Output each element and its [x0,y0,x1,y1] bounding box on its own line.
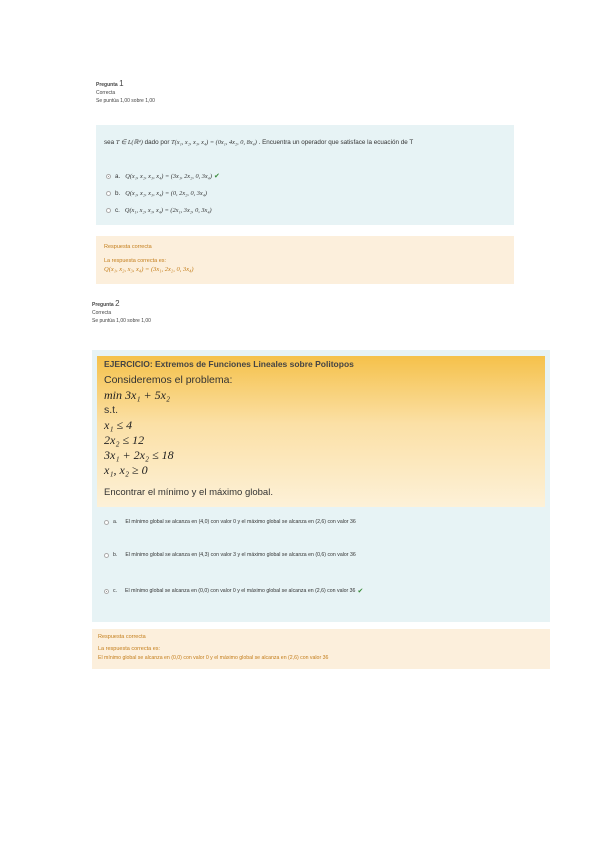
radio-button[interactable] [104,520,109,525]
check-icon: ✔ [213,173,220,180]
feedback-answer: El mínimo global se alcanza en (0,0) con valor 0 y el máximo global se alcanza en (2,6) con valor 36 [98,655,329,661]
question-status: Correcta [92,310,112,316]
option-c[interactable] [104,587,363,595]
constraint-4: x₁, x₂ ≥ 0 [104,463,148,477]
option-text: El mínimo global se alcanza en (0,0) con valor 0 y el máximo global se alcanza en (2,6) con valor 36 [125,588,356,594]
option-a[interactable] [104,519,356,525]
option-text: Q(x₁, x₂, x₃, x₄) = (3x₁, 2x₂, 0, 3x₄) [125,172,212,180]
option-letter: c. [113,588,118,594]
option-letter: b. [113,552,118,558]
objective [104,388,170,403]
option-text: El mínimo global se alcanza en (4,3) con valor 3 y el máximo global se alcanza en (0,6) con valor 36 [125,552,356,558]
option-b[interactable] [106,190,207,197]
question-1-info [96,80,155,105]
check-icon: ✔ [357,588,364,595]
option-a[interactable] [106,172,220,180]
question-2-info [92,300,151,325]
question-number: 2 [115,299,120,308]
radio-button[interactable] [106,174,111,179]
question-1-prompt [104,139,413,146]
prompt-mid: dado por [144,139,170,146]
option-letter: a. [115,172,121,180]
option-c[interactable] [106,207,212,214]
question-label: Pregunta [96,82,118,88]
radio-button[interactable] [106,191,111,196]
feedback-label: La respuesta correcta es: [98,646,161,652]
prompt-post: . Encuentra un operador que satisface la ecuación de T [258,139,414,146]
objective-text: min 3x₁ + 5x₂ [104,388,171,402]
feedback-label: La respuesta correcta es: [104,258,167,264]
option-text: Q(x₁, x₂, x₃, x₄) = (2x₁, 3x₂, 0, 3x₄) [124,207,212,214]
exercise-title: EJERCICIO: Extremos de Funciones Lineales sobre Politopos [104,359,354,369]
constraint-3: 3x₁ + 2x₂ ≤ 18 [104,448,174,462]
question-score: Se puntúa 1,00 sobre 1,00 [96,98,155,104]
radio-button[interactable] [104,589,109,594]
feedback-title: Respuesta correcta [104,244,152,250]
prompt-pre: sea [104,139,115,146]
question-number: 1 [119,79,124,88]
option-b[interactable] [104,552,356,558]
option-text: El mínimo global se alcanza en (4,0) con valor 0 y el máximo global se alcanza en (2,6) con valor 36 [125,519,356,525]
subject-to: s.t. [104,404,119,416]
exercise-ask: Encontrar el mínimo y el máximo global. [104,487,273,498]
question-status: Correcta [96,90,116,96]
question-score: Se puntúa 1,00 sobre 1,00 [92,318,151,324]
feedback-title: Respuesta correcta [98,634,146,640]
radio-button[interactable] [106,208,111,213]
prompt-math-1: T ∈ L(ℝ⁴) [115,139,143,146]
constraint-1: x₁ ≤ 4 [104,418,133,432]
constraint-2: 2x₂ ≤ 12 [104,433,145,447]
feedback-answer: Q(x₁, x₂, x₃, x₄) = (3x₁, 2x₂, 0, 3x₄) [104,266,194,273]
option-letter: a. [113,519,118,525]
radio-button[interactable] [104,553,109,558]
option-letter: c. [115,207,120,214]
prompt-math-2: T(x₁, x₂, x₃, x₄) = (0x₁, 4x₂, 0, 8x₄) [171,139,257,146]
option-letter: b. [115,190,121,197]
option-text: Q(x₁, x₂, x₃, x₄) = (0, 2x₂, 0, 3x₄) [125,190,207,197]
question-label: Pregunta [92,302,114,308]
exercise-intro: Consideremos el problema: [104,374,233,386]
feedback-box [92,629,550,669]
